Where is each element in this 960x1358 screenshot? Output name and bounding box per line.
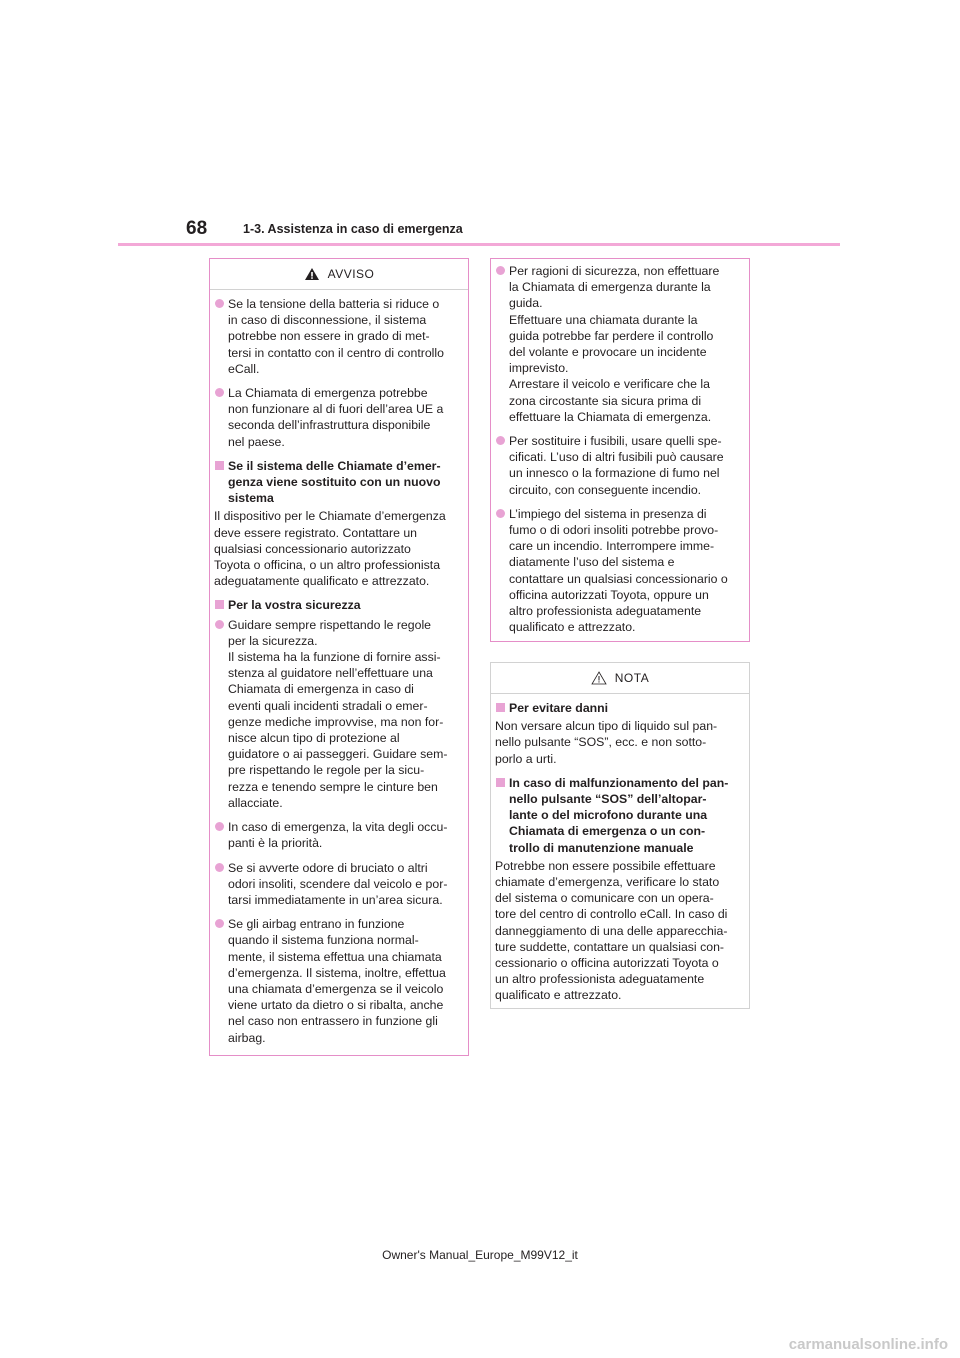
warning-triangle-icon <box>304 267 320 281</box>
bullet-item: Guidare sempre rispettando le regole per la sicurezza. Il sistema ha la funzione di fornire assi- stenza al guidatore nell’effettuare una Chiamata di emergenza in caso di eventi quali incidenti stradali o emer- genze mediche improvvise, ma non for- nisce alcun tipo di protezione al guidatore o ai passeggeri. Guidare sem- pre rispettando le regole per la sicu- rezza e tenendo sempre le cinture ben allacciate. <box>214 617 463 811</box>
warning-box-header <box>210 259 468 290</box>
bullet-item: In caso di emergenza, la vita degli occu- panti è la priorità. <box>214 819 463 851</box>
section-title: 1-3. Assistenza in caso di emergenza <box>243 222 463 236</box>
header-rule <box>118 243 840 246</box>
footer-manual-id: Owner's Manual_Europe_M99V12_it <box>382 1248 578 1262</box>
warning-title: AVVISO <box>327 267 375 281</box>
bullet-item: Per ragioni di sicurezza, non effettuare la Chiamata di emergenza durante la guida. Effettuare una chiamata durante la guida potrebbe far perdere il controllo del volante e provocare un incidente imprevisto. Arrestare il veicolo e verificare che la zona circostante sia sicura prima di effettuare la Chiamata di emergenza. <box>495 263 744 425</box>
note-title: NOTA <box>614 671 650 685</box>
bullet-item: Se gli airbag entrano in funzione quando il sistema funziona normal- mente, il sistema effettua una chiamata d’emergenza. Il sistema, inoltre, effettua una chiamata d’emergenza se il veicolo viene urtato da dietro o si ribalta, anche nel caso non entrassero in funzione gli airbag. <box>214 916 463 1046</box>
bullet-item: Se si avverte odore di bruciato o altri odori insoliti, scendere dal veicolo e por- tarsi immediatamente in un’area sicura. <box>214 860 463 909</box>
subheading: Per la vostra sicurezza <box>214 597 463 613</box>
page-number: 68 <box>186 218 208 239</box>
bullet-item: La Chiamata di emergenza potrebbe non funzionare al di fuori dell’area UE a seconda dell’infrastruttura disponibile nel paese. <box>214 385 463 450</box>
watermark: carmanualsonline.info <box>788 1336 948 1353</box>
warning-continuation-content <box>491 259 749 649</box>
note-content <box>491 694 749 1018</box>
paragraph: Potrebbe non essere possibile effettuare chiamate d’emergenza, verificare lo stato del sistema o comunicare con un opera- tore del centro di controllo eCall. In caso di danneggiamento di una delle apparecchia- ture suddette, contattare un qualsiasi con- cessionario o officina autorizzati Toyota o un altro professionista adeguatamente qualificato e attrezzato. <box>495 858 728 1003</box>
subheading: In caso di malfunzionamento del pan- nello pulsante “SOS” dell’altopar- lante o del microfono durante una Chiamata di emergenza o un con- trollo di manutenzione manuale <box>495 775 744 856</box>
caution-triangle-icon <box>591 671 607 685</box>
warning-continuation-box <box>490 258 750 642</box>
warning-content <box>210 290 468 1060</box>
subheading: Se il sistema delle Chiamate d’emer- genza viene sostituito con un nuovo sistema <box>214 458 463 507</box>
note-box <box>490 662 750 1009</box>
paragraph: Il dispositivo per le Chiamate d’emergenza deve essere registrato. Contattare un qualsiasi concessionario autorizzato Toyota o officina, o un altro professionista adeguatamente qualificato e attrezzato. <box>214 509 446 589</box>
note-box-header <box>491 663 749 694</box>
bullet-item: Per sostituire i fusibili, usare quelli spe- cificati. L’uso di altri fusibili può causare un innesco o la formazione di fumo nel circuito, con conseguente incendio. <box>495 433 744 498</box>
paragraph: Non versare alcun tipo di liquido sul pan- nello pulsante “SOS”, ecc. e non sotto- porlo a urti. <box>495 719 718 766</box>
warning-box <box>209 258 469 1056</box>
bullet-item: Se la tensione della batteria si riduce o in caso di disconnessione, il sistema potrebbe non essere in grado di met- tersi in contatto con il centro di controllo eCall. <box>214 296 463 377</box>
subheading: Per evitare danni <box>495 700 744 716</box>
bullet-item: L’impiego del sistema in presenza di fumo o di odori insoliti potrebbe provo- care un incendio. Interrompere imme- diatamente l’uso del sistema e contattare un qualsiasi concessionario o officina autorizzati Toyota, oppure un altro professionista adeguatamente qualificato e attrezzato. <box>495 506 744 636</box>
